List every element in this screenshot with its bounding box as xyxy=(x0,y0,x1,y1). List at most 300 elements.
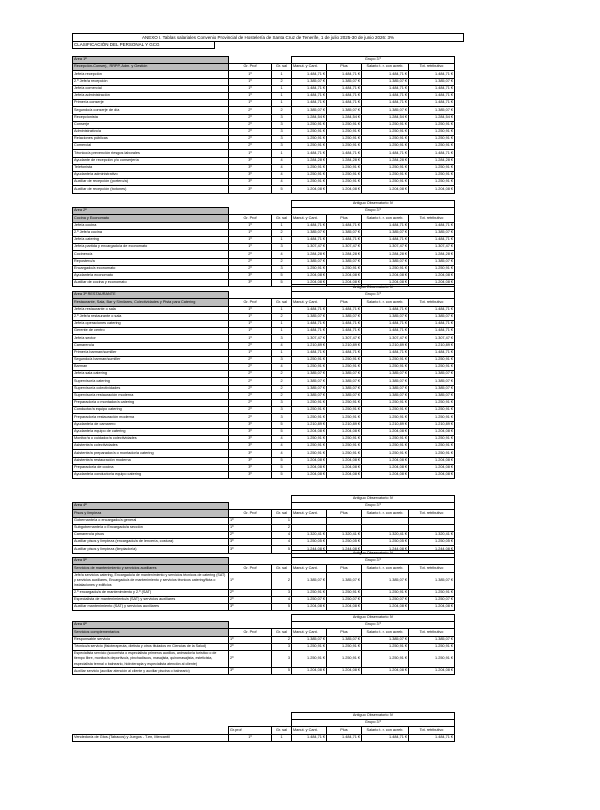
table-row xyxy=(73,229,455,236)
row-total: 1.320,41 € xyxy=(409,531,455,538)
row-salario: 1.204,08 € xyxy=(362,272,409,279)
row-salario: 1.284,28 € xyxy=(362,157,409,164)
salary-section xyxy=(72,495,458,554)
salary-section xyxy=(72,614,458,675)
spacer xyxy=(229,558,292,565)
row-gr-sal: 2 xyxy=(272,572,292,589)
row-gr-prof: 1º xyxy=(229,236,272,243)
row-base: 1.250,91 € xyxy=(292,400,327,407)
row-gr-sal: 3 xyxy=(272,650,292,667)
row-base: 1.385,07 € xyxy=(292,229,327,236)
row-plus xyxy=(327,524,362,531)
row-plus: 1.250,91 € xyxy=(327,435,362,442)
table-row xyxy=(73,92,455,99)
table-row xyxy=(73,128,455,135)
row-gr-prof: 3º xyxy=(229,172,272,179)
salary-section xyxy=(72,284,458,479)
row-salario: 1.204,08 € xyxy=(362,457,409,464)
row-gr-prof: 3º xyxy=(229,443,272,450)
row-salario: 1.210,89 € xyxy=(362,421,409,428)
row-base: 1.484,71 € xyxy=(292,92,327,99)
row-total: 1.204,08 € xyxy=(409,280,455,287)
row-gr-sal: 4 xyxy=(272,539,292,546)
row-salario: 1.250,91 € xyxy=(362,414,409,421)
row-plus: 1.385,07 € xyxy=(327,313,362,320)
col-gr-prof: Gr. Prof xyxy=(229,629,272,636)
row-salario: 1.250,91 € xyxy=(362,356,409,363)
table-row xyxy=(73,306,455,313)
row-plus: 1.250,91 € xyxy=(327,400,362,407)
row-gr-prof: 3º xyxy=(229,428,272,435)
row-label: Auxiliar de recepción (portero/a) xyxy=(73,179,229,186)
row-label: Conductor/a equipo catering xyxy=(73,407,229,414)
row-base: 1.250,91 € xyxy=(292,364,327,371)
row-total: 1.484,71 € xyxy=(409,92,455,99)
row-plus: 1.484,71 € xyxy=(327,100,362,107)
row-base: 1.284,28 € xyxy=(292,251,327,258)
row-base: 1.250,91 € xyxy=(292,643,327,650)
row-total: 1.484,71 € xyxy=(409,349,455,356)
row-gr-prof: 3º xyxy=(229,464,272,471)
row-gr-prof: 1º xyxy=(229,229,272,236)
section-name: Restaurante, Sala, Bar y Similares, Colectividades y Pista para Catering xyxy=(73,299,229,306)
table-row xyxy=(73,531,455,538)
row-total: 1.484,71 € xyxy=(409,328,455,335)
row-gr-sal: 1 xyxy=(272,222,292,229)
row-total: 1.250,91 € xyxy=(409,435,455,442)
row-salario: 1.250,91 € xyxy=(362,589,409,596)
row-salario: 1.385,07 € xyxy=(362,78,409,85)
table-row xyxy=(73,636,455,643)
row-total: 1.484,71 € xyxy=(409,150,455,157)
row-gr-sal: 5 xyxy=(272,604,292,611)
row-gr-sal: 1 xyxy=(272,71,292,78)
row-salario: 1.385,07 € xyxy=(362,258,409,265)
row-gr-prof: 2º xyxy=(229,531,272,538)
row-salario: 1.484,71 € xyxy=(362,92,409,99)
row-base: 1.250,07 € xyxy=(292,596,327,603)
row-plus: 1.484,71 € xyxy=(327,85,362,92)
row-plus: 1.385,07 € xyxy=(327,258,362,265)
row-base: 1.204,08 € xyxy=(292,428,327,435)
col-gr-prof: Gr.prof xyxy=(229,727,272,734)
row-total: 1.385,07 € xyxy=(409,378,455,385)
row-base: 1.250,05 € xyxy=(292,539,327,546)
row-label: Subgobernante/a o Encargado/a sección xyxy=(73,524,229,531)
row-gr-prof: 3º xyxy=(229,546,272,553)
row-base: 1.250,91 € xyxy=(292,589,327,596)
col-gr-sal: Gr. sal xyxy=(272,565,292,572)
row-label: Relaciones públicas xyxy=(73,136,229,143)
row-total: 1.250,91 € xyxy=(409,172,455,179)
row-label: Jefe/a servicios catering, Encargado/a de mantenimiento y servicios técnicos de catering (SAT) y servicios auxiliares, Encargado/a de mantenimiento y servicios técnicos catering/flota o instalaciones y edificios xyxy=(73,572,229,589)
row-plus: 1.204,08 € xyxy=(327,280,362,287)
row-plus: 1.484,71 € xyxy=(327,320,362,327)
section-name: Servicios complementarios xyxy=(73,629,229,636)
row-gr-sal: 1 xyxy=(272,328,292,335)
row-gr-prof: 2º xyxy=(229,407,272,414)
row-base: 1.484,71 € xyxy=(292,306,327,313)
row-gr-sal: 4 xyxy=(272,364,292,371)
table-row xyxy=(73,668,455,675)
row-plus: 1.250,91 € xyxy=(327,356,362,363)
row-salario xyxy=(362,524,409,531)
row-salario: 1.484,71 € xyxy=(362,734,409,741)
row-gr-prof: 3º xyxy=(229,604,272,611)
spacer xyxy=(229,503,292,510)
row-label: 2.º Jefe/a restaurante o sala xyxy=(73,313,229,320)
row-salario: 1.484,71 € xyxy=(362,320,409,327)
row-total: 1.204,08 € xyxy=(409,428,455,435)
row-salario: 1.244,08 € xyxy=(362,546,409,553)
row-gr-prof: 3º xyxy=(229,179,272,186)
row-label: Auxiliar mantenimiento (SAT) y servicios auxiliares xyxy=(73,604,229,611)
row-plus: 1.385,07 € xyxy=(327,385,362,392)
row-label: Jefe/a comercial xyxy=(73,85,229,92)
row-total: 1.385,07 € xyxy=(409,258,455,265)
row-plus: 1.284,28 € xyxy=(327,251,362,258)
row-label: 2.º encargado/a de mantenimiento y 2.º (SAT) xyxy=(73,589,229,596)
col-plus: Plus xyxy=(327,215,362,222)
row-gr-prof: 3º xyxy=(229,157,272,164)
row-base xyxy=(292,524,327,531)
row-plus: 1.385,07 € xyxy=(327,229,362,236)
row-label: Jefe/a restaurante o sala xyxy=(73,306,229,313)
row-plus: 1.385,07 € xyxy=(327,572,362,589)
row-salario: 1.484,71 € xyxy=(362,306,409,313)
table-row xyxy=(73,450,455,457)
row-total: 1.204,08 € xyxy=(409,471,455,478)
col-base: Manut. y Cant. xyxy=(292,64,327,71)
row-plus: 1.204,08 € xyxy=(327,186,362,193)
row-total: 1.204,08 € xyxy=(409,668,455,675)
col-plus: Plus xyxy=(327,299,362,306)
row-gr-prof: 3º xyxy=(229,280,272,287)
group-header: Grupo 3.º xyxy=(292,558,455,565)
row-total: 1.250,91 € xyxy=(409,414,455,421)
table-row xyxy=(73,443,455,450)
table-row xyxy=(73,143,455,150)
spacer xyxy=(73,551,292,558)
row-plus: 1.320,41 € xyxy=(327,531,362,538)
row-plus: 1.484,71 € xyxy=(327,734,362,741)
col-salario: Salario t. r. con acreb. xyxy=(362,215,409,222)
row-base: 1.210,89 € xyxy=(292,421,327,428)
table-row xyxy=(73,378,455,385)
salary-table xyxy=(72,56,455,194)
row-gr-sal: 5 xyxy=(272,668,292,675)
row-gr-sal: 3 xyxy=(272,143,292,150)
row-plus: 1.385,07 € xyxy=(327,636,362,643)
row-gr-prof: 3º xyxy=(229,457,272,464)
row-gr-sal: 1 xyxy=(272,150,292,157)
row-total: 1.250,91 € xyxy=(409,356,455,363)
row-gr-prof: 1º xyxy=(229,78,272,85)
col-total: Tot. retributivo xyxy=(409,299,455,306)
row-gr-sal: 3 xyxy=(272,407,292,414)
row-gr-prof: 3º xyxy=(229,164,272,171)
row-label: Barman xyxy=(73,364,229,371)
row-salario: 1.204,08 € xyxy=(362,668,409,675)
spacer xyxy=(73,201,292,208)
table-row xyxy=(73,392,455,399)
col-plus: Plus xyxy=(327,565,362,572)
row-base: 1.250,91 € xyxy=(292,143,327,150)
row-base: 1.250,91 € xyxy=(292,136,327,143)
row-base: 1.250,91 € xyxy=(292,443,327,450)
row-gr-prof: 2º xyxy=(229,364,272,371)
row-plus: 1.385,07 € xyxy=(327,78,362,85)
row-plus: 1.484,71 € xyxy=(327,306,362,313)
row-gr-prof: 1º xyxy=(229,572,272,589)
row-total: 1.250,91 € xyxy=(409,179,455,186)
row-total: 1.250,91 € xyxy=(409,589,455,596)
row-plus: 1.250,91 € xyxy=(327,589,362,596)
row-gr-sal: 1 xyxy=(272,100,292,107)
col-gr-prof: Gr. Prof xyxy=(229,64,272,71)
row-total: 1.284,28 € xyxy=(409,157,455,164)
salary-table xyxy=(72,284,455,479)
row-total: 1.204,08 € xyxy=(409,272,455,279)
row-label: Auxiliar de recepción (botones) xyxy=(73,186,229,193)
table-row xyxy=(73,164,455,171)
row-total: 1.484,71 € xyxy=(409,222,455,229)
row-label: Jefe/a sala catering xyxy=(73,371,229,378)
row-label: Telefonista xyxy=(73,164,229,171)
row-total: 1.484,71 € xyxy=(409,734,455,741)
row-base: 1.204,08 € xyxy=(292,668,327,675)
col-base: Manut. y Cant. xyxy=(292,565,327,572)
row-label: Asistente/a colectividades xyxy=(73,443,229,450)
row-label: Preparador/a o montador/a catering xyxy=(73,400,229,407)
row-gr-sal: 3 xyxy=(272,335,292,342)
row-plus: 1.484,71 € xyxy=(327,71,362,78)
area-label: Área 2ª xyxy=(73,208,229,215)
row-total: 1.204,08 € xyxy=(409,464,455,471)
row-salario: 1.484,71 € xyxy=(362,100,409,107)
row-base: 1.307,47 € xyxy=(292,244,327,251)
row-gr-sal: 5 xyxy=(272,186,292,193)
row-salario: 1.250,91 € xyxy=(362,643,409,650)
row-gr-sal: 4 xyxy=(272,164,292,171)
row-base: 1.284,54 € xyxy=(292,114,327,121)
row-gr-prof: 2º xyxy=(229,356,272,363)
row-gr-prof: 3º xyxy=(229,272,272,279)
row-plus: 1.204,08 € xyxy=(327,464,362,471)
row-base: 1.484,71 € xyxy=(292,222,327,229)
row-total: 1.250,91 € xyxy=(409,364,455,371)
row-gr-prof: 1º xyxy=(229,517,272,524)
table-row xyxy=(73,313,455,320)
row-gr-prof: 2º xyxy=(229,265,272,272)
row-label: Auxiliar pisos y limpieza (limpiador/a) xyxy=(73,546,229,553)
row-base: 1.250,91 € xyxy=(292,121,327,128)
row-total: 1.210,89 € xyxy=(409,421,455,428)
row-total: 1.484,71 € xyxy=(409,306,455,313)
table-row xyxy=(73,604,455,611)
row-total: 1.385,07 € xyxy=(409,392,455,399)
row-gr-sal: 2 xyxy=(272,524,292,531)
row-label: Ayudante/a equipo de catering xyxy=(73,428,229,435)
row-salario: 1.250,91 € xyxy=(362,435,409,442)
row-label: Auxiliar servicio (auxiliar atención al cliente y auxiliar piscina o balneario) xyxy=(73,668,229,675)
row-salario: 1.250,91 € xyxy=(362,450,409,457)
row-total: 1.385,07 € xyxy=(409,229,455,236)
row-salario: 1.484,71 € xyxy=(362,150,409,157)
table-row xyxy=(73,114,455,121)
row-label: 2.º Jefe/a cocina xyxy=(73,229,229,236)
row-salario: 1.484,71 € xyxy=(362,349,409,356)
table-row xyxy=(73,71,455,78)
row-base: 1.385,07 € xyxy=(292,313,327,320)
salary-table xyxy=(72,495,455,554)
row-salario: 1.204,08 € xyxy=(362,464,409,471)
row-total: 1.385,07 € xyxy=(409,78,455,85)
salary-section xyxy=(72,550,458,611)
row-base: 1.250,91 € xyxy=(292,450,327,457)
row-salario: 1.250,91 € xyxy=(362,164,409,171)
row-total: 1.250,91 € xyxy=(409,164,455,171)
row-label: Supervisor/a catering xyxy=(73,378,229,385)
table-row xyxy=(73,356,455,363)
row-base: 1.484,71 € xyxy=(292,150,327,157)
table-row xyxy=(73,643,455,650)
area-label: Área 5ª xyxy=(73,558,229,565)
row-salario: 1.385,07 € xyxy=(362,107,409,114)
row-gr-sal: 5 xyxy=(272,471,292,478)
row-label: Jefe/a cocina xyxy=(73,222,229,229)
row-gr-prof: 3º xyxy=(229,539,272,546)
row-total: 1.484,71 € xyxy=(409,320,455,327)
row-gr-sal: 4 xyxy=(272,531,292,538)
row-label: Repostero/a xyxy=(73,258,229,265)
group-header: Grupo 3.º xyxy=(292,57,455,64)
row-total: 1.250,07 € xyxy=(409,596,455,603)
row-total: 1.385,07 € xyxy=(409,313,455,320)
row-salario: 1.250,91 € xyxy=(362,179,409,186)
row-salario: 1.385,07 € xyxy=(362,313,409,320)
row-label: Camarero/a xyxy=(73,342,229,349)
row-gr-prof: 3º xyxy=(229,435,272,442)
row-base: 1.250,91 € xyxy=(292,172,327,179)
row-gr-prof: 2º xyxy=(229,342,272,349)
row-gr-prof: 2º xyxy=(229,596,272,603)
row-plus: 1.210,89 € xyxy=(327,421,362,428)
col-plus: Plus xyxy=(327,64,362,71)
row-label: Jefe/a catering xyxy=(73,236,229,243)
row-gr-prof: 2º xyxy=(229,400,272,407)
row-plus: 1.250,07 € xyxy=(327,596,362,603)
row-gr-sal: 5 xyxy=(272,464,292,471)
row-plus: 1.284,54 € xyxy=(327,114,362,121)
row-gr-sal: 1 xyxy=(272,92,292,99)
row-base: 1.250,91 € xyxy=(292,435,327,442)
row-gr-sal: 4 xyxy=(272,172,292,179)
row-total: 1.204,08 € xyxy=(409,457,455,464)
row-total: 1.250,91 € xyxy=(409,136,455,143)
group-header: Grupo 3.º xyxy=(292,292,455,299)
row-base: 1.484,71 € xyxy=(292,328,327,335)
row-total: 1.385,07 € xyxy=(409,572,455,589)
row-gr-sal: 5 xyxy=(272,272,292,279)
row-plus: 1.307,47 € xyxy=(327,244,362,251)
row-gr-sal: 3 xyxy=(272,121,292,128)
table-row xyxy=(73,342,455,349)
row-plus: 1.250,91 € xyxy=(327,265,362,272)
row-total: 1.307,47 € xyxy=(409,335,455,342)
row-label: Gerente de centro xyxy=(73,328,229,335)
table-row xyxy=(73,371,455,378)
row-gr-sal: 4 xyxy=(272,251,292,258)
row-gr-prof: 3º xyxy=(229,421,272,428)
row-base: 1.250,91 € xyxy=(292,356,327,363)
col-base: Manut. y Cant. xyxy=(292,727,327,734)
spacer xyxy=(73,285,292,292)
row-base: 1.484,71 € xyxy=(292,85,327,92)
row-salario: 1.484,71 € xyxy=(362,71,409,78)
row-salario: 1.385,07 € xyxy=(362,371,409,378)
row-gr-sal: 2 xyxy=(272,385,292,392)
spacer xyxy=(73,713,292,720)
col-gr-sal: Gr. sal xyxy=(272,727,292,734)
row-total: 1.250,91 € xyxy=(409,265,455,272)
row-base: 1.244,08 € xyxy=(292,546,327,553)
row-label: Jefe/a administración xyxy=(73,92,229,99)
row-total: 1.204,08 € xyxy=(409,604,455,611)
col-total: Tot. retributivo xyxy=(409,727,455,734)
row-gr-sal: 1 xyxy=(272,236,292,243)
row-base: 1.250,91 € xyxy=(292,414,327,421)
col-total: Tot. retributivo xyxy=(409,629,455,636)
row-gr-sal: 1 xyxy=(272,320,292,327)
row-label: Gobernante/a o encargado/a general xyxy=(73,517,229,524)
row-gr-prof: 2º xyxy=(229,128,272,135)
row-total: 1.385,07 € xyxy=(409,107,455,114)
row-salario: 1.250,91 € xyxy=(362,121,409,128)
row-gr-prof: 2º xyxy=(229,136,272,143)
salary-section xyxy=(72,712,458,742)
row-plus: 1.250,91 € xyxy=(327,164,362,171)
row-total: 1.250,91 € xyxy=(409,143,455,150)
table-row xyxy=(73,471,455,478)
row-label: Ayudante/a economato xyxy=(73,272,229,279)
table-row xyxy=(73,589,455,596)
row-gr-prof: 1º xyxy=(229,734,272,741)
row-base: 1.250,91 € xyxy=(292,164,327,171)
section-name: Recepción-Conserj., RRPP, Adm. y Gestión xyxy=(73,64,229,71)
table-row xyxy=(73,539,455,546)
old-group-header: Antiguo Observatorio IV xyxy=(292,713,455,720)
col-gr-sal: Gr. sal xyxy=(272,64,292,71)
row-label: Ayudante/a conductor/a equipo catering xyxy=(73,471,229,478)
row-gr-sal: 3 xyxy=(272,400,292,407)
row-gr-prof: 2º xyxy=(229,378,272,385)
row-gr-prof: 1º xyxy=(229,71,272,78)
row-plus: 1.250,91 € xyxy=(327,407,362,414)
row-label: Jefe/a sector xyxy=(73,335,229,342)
row-total: 1.250,91 € xyxy=(409,650,455,667)
row-label: Preparador/a de cocina xyxy=(73,464,229,471)
row-label: 2.º Jefe/a recepción xyxy=(73,78,229,85)
row-gr-sal: 2 xyxy=(272,78,292,85)
col-total: Tot. retributivo xyxy=(409,64,455,71)
table-row xyxy=(73,222,455,229)
col-total: Tot. retributivo xyxy=(409,215,455,222)
row-gr-prof: 1º xyxy=(229,150,272,157)
row-total: 1.484,71 € xyxy=(409,71,455,78)
row-salario: 1.307,47 € xyxy=(362,335,409,342)
row-total xyxy=(409,524,455,531)
